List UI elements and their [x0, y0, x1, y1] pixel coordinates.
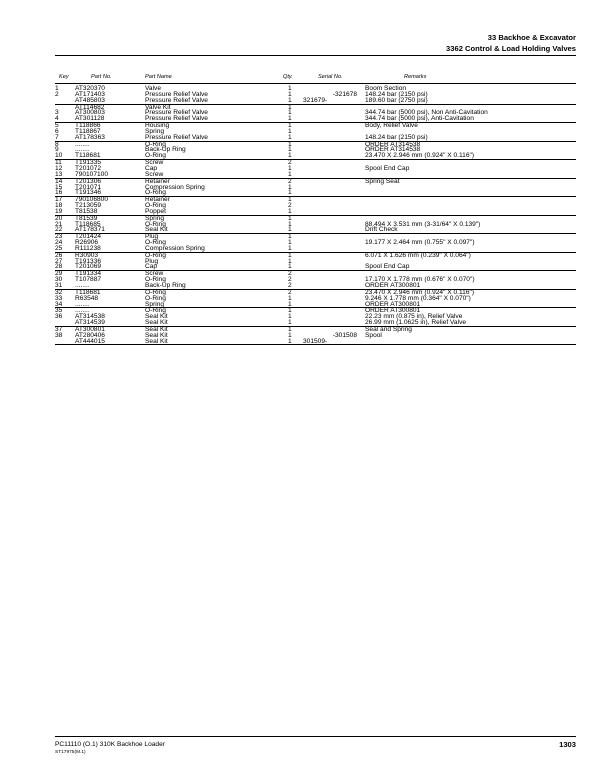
header-divider [55, 55, 576, 56]
part-number: AT314539 [75, 319, 105, 327]
part-number: T118681 [75, 152, 101, 160]
part-group [55, 308, 576, 327]
part-qty: 1 [288, 251, 292, 259]
part-remarks: 17.170 X 1.778 mm (0.676" X 0.070") [365, 276, 475, 284]
table-row [55, 320, 576, 326]
part-name: Pressure Relief Valve [145, 133, 208, 141]
part-name: Seal Kit [145, 313, 168, 321]
part-remarks: Spool End Cap [365, 263, 410, 271]
part-remarks: ORDER AT314538 [365, 140, 421, 148]
table-row [55, 227, 576, 233]
part-serial: 321679- [303, 96, 328, 104]
part-key: 2 [55, 90, 59, 98]
part-key: 32 [55, 288, 63, 296]
part-number: T107887 [75, 276, 102, 284]
part-name: Pressure Relief Valve [145, 96, 208, 104]
part-name: O-Ring [145, 189, 166, 197]
column-header-part-name: Part Name [145, 74, 172, 80]
part-number: T81539 [75, 214, 98, 222]
part-group [55, 142, 576, 161]
part-name: O-Ring [145, 294, 166, 302]
part-key: 29 [55, 270, 63, 278]
part-qty: 1 [288, 122, 292, 130]
part-name: O-Ring [145, 202, 166, 210]
part-key: 1 [55, 85, 59, 92]
table-row [55, 190, 576, 196]
part-name: O-Ring [145, 251, 166, 259]
part-qty: 1 [288, 226, 292, 234]
part-qty: 1 [288, 196, 292, 204]
part-name: O-Ring [145, 276, 166, 284]
page-title: 3362 Control & Load Holding Valves [446, 44, 576, 53]
part-key: 10 [55, 152, 63, 160]
part-key: 22 [55, 226, 63, 234]
column-header-part-no: Part No. [91, 74, 112, 80]
part-name: Valve [145, 85, 162, 92]
part-number: ........ [75, 146, 90, 154]
part-qty: 1 [288, 170, 292, 178]
illustration-code: ST17975(M.1) [55, 750, 86, 755]
part-group [55, 327, 576, 346]
part-group [55, 216, 576, 235]
part-remarks: 23.470 X 2.946 mm (0.924" X 0.116") [365, 288, 475, 296]
part-qty: 1 [288, 133, 292, 141]
part-name: Seal Kit [145, 226, 168, 234]
part-qty: 1 [288, 319, 292, 327]
part-number: AT444015 [75, 337, 105, 345]
part-number: T118867 [75, 127, 101, 135]
table-row [55, 246, 576, 252]
part-number: ........ [75, 300, 90, 308]
part-qty: 1 [288, 263, 292, 271]
part-number: AT171403 [75, 90, 105, 98]
column-header-remarks: Remarks [404, 74, 427, 80]
section-title: 33 Backhoe & Excavator [487, 33, 576, 42]
part-key: 36 [55, 313, 63, 321]
part-name: Pressure Relief Valve [145, 109, 208, 117]
part-qty: 2 [288, 159, 292, 167]
table-row [55, 135, 576, 141]
part-number: T118681 [75, 288, 101, 296]
part-qty: 1 [288, 331, 292, 339]
part-group [55, 271, 576, 290]
part-key: 24 [55, 239, 63, 247]
part-group [55, 179, 576, 198]
part-name: Seal Kit [145, 337, 168, 345]
part-serial: -321678 [332, 90, 357, 98]
part-qty: 1 [288, 115, 292, 123]
part-remarks: 88.494 X 3.531 mm (3-31/64" X 0.139") [365, 220, 481, 228]
part-key: 37 [55, 325, 63, 333]
part-remarks: ORDER AT314538 [365, 146, 421, 154]
part-key: 27 [55, 257, 63, 265]
part-name: O-Ring [145, 307, 166, 315]
part-number: R30903 [75, 251, 99, 259]
part-remarks: ORDER AT300801 [365, 307, 421, 315]
part-name: O-Ring [145, 220, 166, 228]
part-qty: 1 [288, 233, 292, 241]
part-key: 19 [55, 207, 63, 215]
part-key: 3 [55, 109, 59, 117]
part-name: Pressure Relief Valve [145, 90, 208, 98]
part-number: T191334 [75, 270, 102, 278]
part-name: Retainer [145, 196, 170, 204]
part-key: 18 [55, 202, 63, 210]
part-number: T201306 [75, 177, 102, 185]
part-qty: 1 [288, 183, 292, 191]
table-row [55, 153, 576, 159]
part-qty: 2 [288, 202, 292, 210]
part-remarks: Drift Check [365, 226, 398, 234]
part-serial: 301509- [303, 337, 328, 345]
table-row [55, 339, 576, 345]
part-number: ........ [75, 307, 90, 315]
part-name: Poppet [145, 207, 166, 215]
part-qty: 1 [288, 96, 292, 104]
part-qty: 1 [288, 207, 292, 215]
part-key: 15 [55, 183, 63, 191]
part-number: R111238 [75, 244, 101, 252]
part-remarks: Body, Relief Valve [365, 122, 418, 130]
part-name: O-Ring [145, 239, 166, 247]
table-row [55, 209, 576, 215]
part-remarks: ORDER AT300801 [365, 300, 421, 308]
part-group [55, 253, 576, 272]
part-key: 26 [55, 251, 63, 259]
part-group [55, 290, 576, 309]
part-remarks: Boom Section [365, 85, 407, 92]
page-number: 1303 [559, 740, 576, 749]
part-number: T191335 [75, 159, 102, 167]
footer-divider [55, 736, 576, 737]
column-header-serial-no: Serial No. [318, 74, 343, 80]
part-group [55, 197, 576, 216]
part-number: 790107100 [75, 170, 109, 178]
part-key: 16 [55, 189, 63, 197]
part-group [55, 234, 576, 253]
part-number: T118685 [75, 220, 101, 228]
part-key: 14 [55, 177, 63, 185]
part-key: 21 [55, 220, 63, 228]
part-number: AT314538 [75, 313, 105, 321]
part-qty: 1 [288, 244, 292, 252]
part-serial: -301508 [332, 331, 357, 339]
part-name: Housing [145, 122, 170, 130]
parts-table [55, 86, 576, 345]
part-qty: 1 [288, 294, 292, 302]
part-number: R63548 [75, 294, 99, 302]
part-name: Screw [145, 170, 164, 178]
part-remarks: Spool [365, 331, 382, 339]
part-number: AT178371 [75, 226, 105, 234]
table-row [55, 172, 576, 178]
part-number: 790106800 [75, 196, 109, 204]
part-number: ........ [75, 282, 90, 289]
table-row [55, 302, 576, 308]
part-key: 7 [55, 133, 59, 141]
part-qty: 1 [288, 220, 292, 228]
part-remarks: Seal and Spring [365, 325, 412, 333]
part-name: Seal Kit [145, 325, 168, 333]
part-key: 35 [55, 307, 63, 315]
part-name: Seal Kit [145, 319, 168, 327]
part-key: 12 [55, 164, 63, 172]
part-number: T118866 [75, 122, 101, 130]
publication-info: PC11110 (O.1) 310K Backhoe Loader [55, 741, 165, 748]
part-name: Retainer [145, 177, 170, 185]
part-key: 5 [55, 122, 59, 130]
part-name: Cap [145, 263, 158, 271]
part-key: 9 [55, 146, 59, 154]
part-number: R26906 [75, 239, 99, 247]
part-key: 23 [55, 233, 63, 241]
column-header-key: Key [59, 74, 69, 80]
part-key: 4 [55, 115, 59, 123]
part-key: 8 [55, 140, 59, 148]
table-row [55, 264, 576, 270]
part-number: T191346 [75, 189, 102, 197]
part-qty: 1 [288, 109, 292, 117]
part-number: AT320370 [75, 85, 105, 92]
part-name: Pressure Relief Valve [145, 115, 208, 123]
part-group [55, 160, 576, 179]
part-name: Valve Kit [145, 103, 171, 111]
part-name: Plug [145, 233, 159, 241]
column-header-divider [55, 83, 576, 84]
part-number: AT178363 [75, 133, 105, 141]
part-qty: 1 [288, 257, 292, 265]
part-number: T81538 [75, 207, 98, 215]
part-key: 13 [55, 170, 63, 178]
part-number: T201424 [75, 233, 102, 241]
part-qty: 2 [288, 177, 292, 185]
part-qty: 1 [288, 189, 292, 197]
part-number: ........ [75, 140, 90, 148]
part-key: 6 [55, 127, 59, 135]
part-name: Back-Up Ring [145, 146, 186, 154]
part-key: 28 [55, 263, 63, 271]
part-qty: 2 [288, 288, 292, 296]
part-name: Plug [145, 257, 159, 265]
part-remarks: Spool End Cap [365, 164, 410, 172]
part-key: 17 [55, 196, 63, 204]
part-remarks: 22.23 mm (0.875 in), Relief Valve [365, 313, 463, 321]
part-qty: 1 [288, 325, 292, 333]
part-number: AT485803 [75, 96, 105, 104]
part-number: AT114682 [75, 103, 105, 111]
part-qty: 1 [288, 127, 292, 135]
part-qty: 1 [288, 214, 292, 222]
part-remarks: 344.74 bar (5000 psi), Anti-Cavitation [365, 115, 474, 123]
part-qty: 1 [288, 90, 292, 98]
part-remarks: 148.24 bar (2150 psi) [365, 133, 428, 141]
part-qty: 1 [288, 307, 292, 315]
part-key: 38 [55, 331, 63, 339]
part-name: Compression Spring [145, 183, 205, 191]
part-name: O-Ring [145, 140, 166, 148]
part-group [55, 86, 576, 105]
part-qty: 1 [288, 85, 292, 92]
part-number: T201071 [75, 183, 102, 191]
part-number: AT300803 [75, 109, 105, 117]
part-remarks: 6.071 X 1.626 mm (0.239" X 0.064") [365, 251, 471, 259]
part-name: Spring [145, 127, 165, 135]
part-number: AT280406 [75, 331, 105, 339]
part-name: Screw [145, 159, 164, 167]
part-qty: 1 [288, 140, 292, 148]
part-name: Spring [145, 214, 165, 222]
part-remarks: 26.99 mm (1.0625 in), Relief Valve [365, 319, 467, 327]
part-number: T191336 [75, 257, 102, 265]
part-qty: 2 [288, 270, 292, 278]
part-remarks: Spring Seat [365, 177, 400, 185]
part-key: 31 [55, 282, 63, 289]
part-remarks: 189.60 bar (2750 psi) [365, 96, 428, 104]
part-name: Back-Up Ring [145, 282, 186, 289]
part-name: Spring [145, 300, 165, 308]
part-number: T201069 [75, 263, 102, 271]
part-number: T213059 [75, 202, 102, 210]
part-name: Compression Spring [145, 244, 205, 252]
part-name: Cap [145, 164, 158, 172]
part-remarks: 23.470 X 2.946 mm (0.924" X 0.116") [365, 152, 475, 160]
part-key: 25 [55, 244, 63, 252]
part-key: 11 [55, 159, 62, 167]
part-qty: 1 [288, 164, 292, 172]
part-qty: 1 [288, 152, 292, 160]
part-group [55, 123, 576, 142]
part-qty: 1 [288, 146, 292, 154]
part-name: Seal Kit [145, 331, 168, 339]
part-name: O-Ring [145, 152, 166, 160]
part-key: 30 [55, 276, 63, 284]
part-remarks: 9.246 X 1.778 mm (0.364" X 0.070") [365, 294, 471, 302]
part-qty: 2 [288, 276, 292, 284]
part-qty: 2 [288, 282, 292, 289]
part-number: AT300801 [75, 325, 105, 333]
part-remarks: 148.24 bar (2150 psi) [365, 90, 428, 98]
part-key: 20 [55, 214, 63, 222]
part-key: 33 [55, 294, 63, 302]
part-number: AT301128 [75, 115, 105, 123]
part-key: 34 [55, 300, 63, 308]
part-qty: 1 [288, 313, 292, 321]
part-number: T201072 [75, 164, 102, 172]
part-name: Screw [145, 270, 164, 278]
part-name: O-Ring [145, 288, 166, 296]
part-group [55, 105, 576, 124]
column-header-qty: Qty. [283, 74, 293, 80]
part-remarks: 19.177 X 2.464 mm (0.755" X 0.097") [365, 239, 475, 247]
table-row [55, 116, 576, 122]
part-qty: 1 [288, 103, 292, 111]
part-remarks: ORDER AT300801 [365, 282, 421, 289]
part-remarks: 344.74 bar (5000 psi), Non Anti-Cavitation [365, 109, 488, 117]
part-qty: 1 [288, 239, 292, 247]
part-qty: 1 [288, 337, 292, 345]
part-qty: 1 [288, 300, 292, 308]
table-row [55, 283, 576, 289]
table-row [55, 98, 576, 104]
